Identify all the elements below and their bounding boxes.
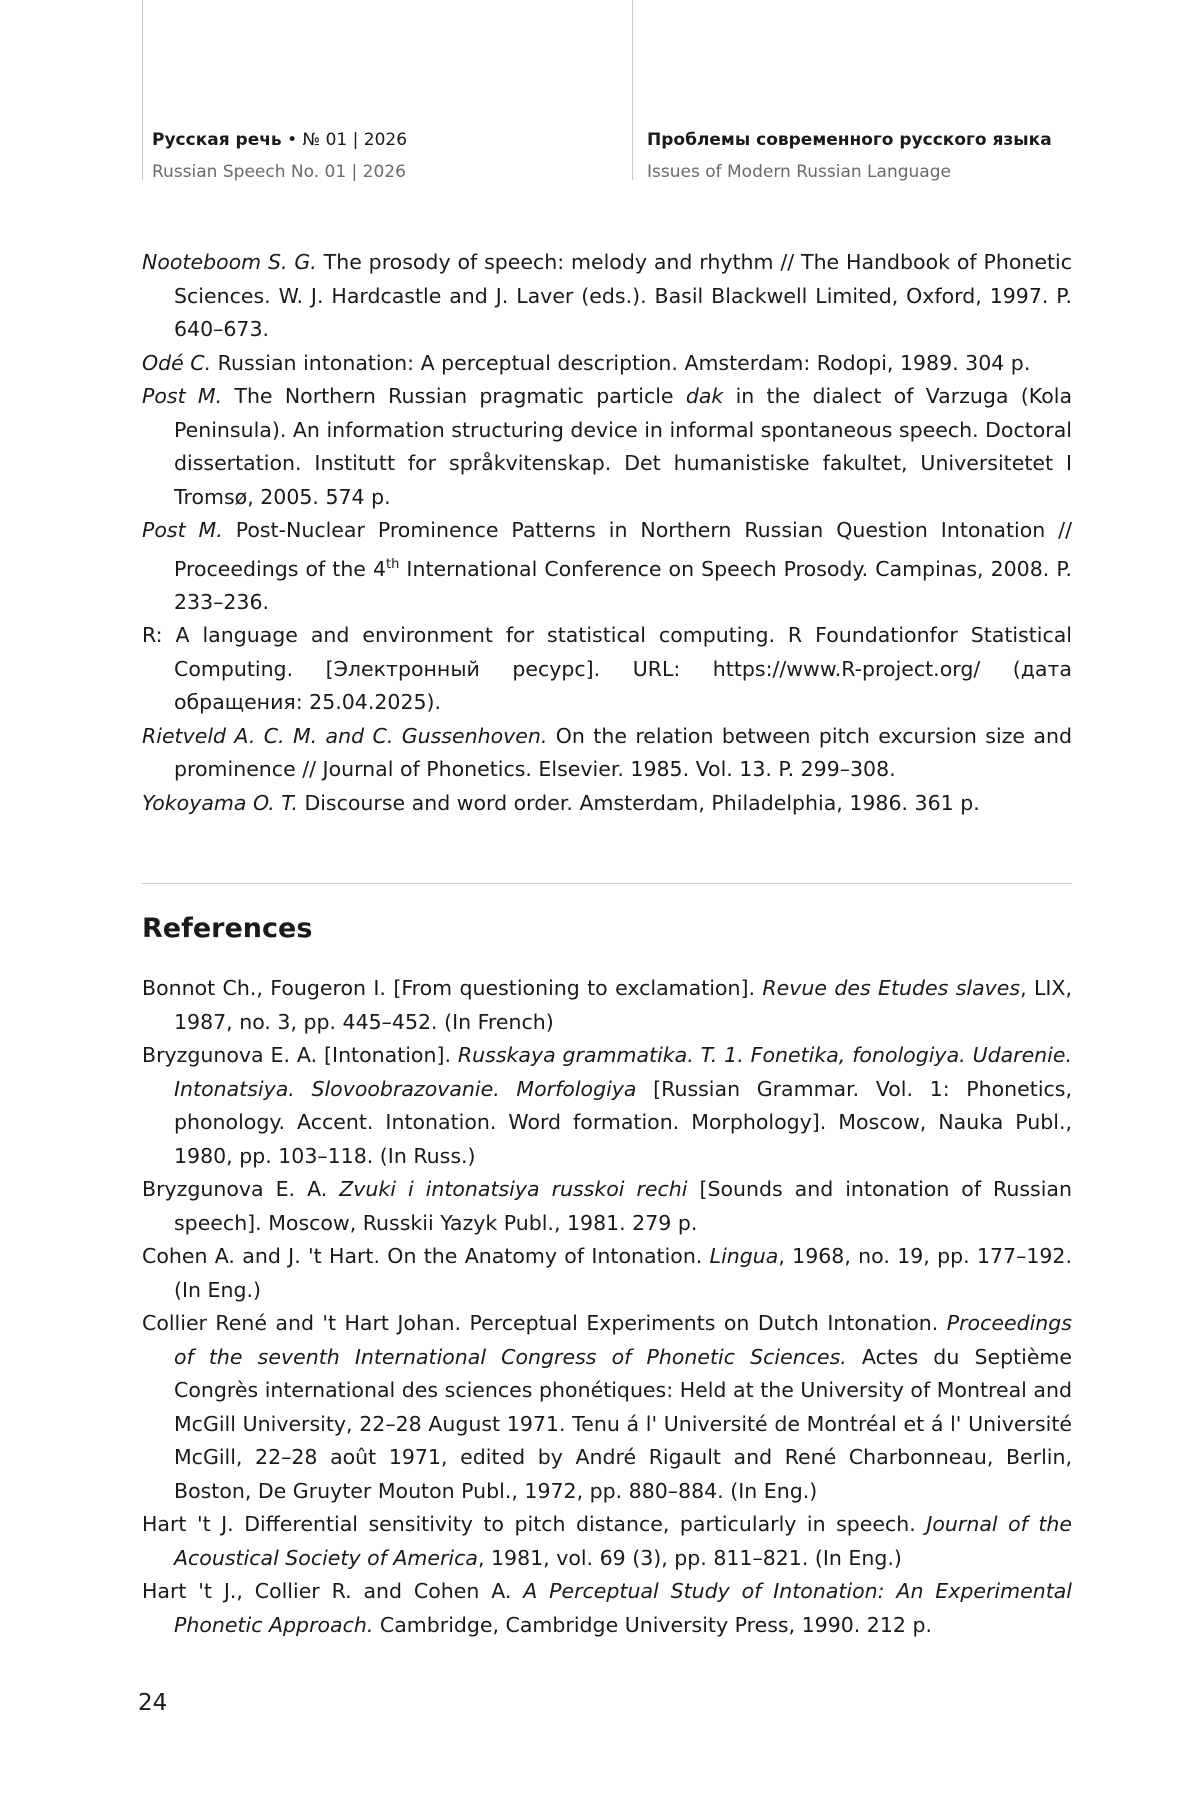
- ref-author: Nooteboom S. G.: [142, 250, 317, 274]
- ref-italic: Proceedings of the seventh International Congress of Phonetic Sciences.: [174, 1311, 1072, 1369]
- ref-italic: Zvuki i intonatsiya russkoi rechi: [339, 1177, 688, 1201]
- reference-item: [142, 720, 1072, 787]
- ref-italic: Journal of the Acoustical Society of America: [174, 1512, 1072, 1570]
- ref-text: Actes du Septième Congrès international des sciences phonétiques: Held at the University of Montreal and McGill University, 22–28 August 1971. Tenu á l' Université de Montréal et á l' Université McGill, 22–28 août 1971, edited by André Rigault and René Charbonneau, Berlin, Boston, De Gruyter Mouton Publ., 1972, pp. 880–884. (In Eng.): [174, 1344, 1073, 1503]
- ref-superscript: th: [386, 556, 400, 572]
- ref-text: Cohen A. and J. 't Hart. On the Anatomy of Intonation.: [142, 1244, 710, 1268]
- reference-item: [142, 246, 1072, 347]
- ref-text: On the relation between pitch excursion size and prominence // Journal of Phonetics. Elsevier. 1985. Vol. 13. P. 299–308.: [174, 723, 1072, 782]
- ref-author: Odé C.: [142, 350, 212, 375]
- ref-text: The Northern Russian pragmatic particle: [222, 384, 686, 408]
- reference-item: [142, 1039, 1072, 1173]
- journal-title-ru: Русская речь: [152, 130, 282, 150]
- ref-text: Collier René and 't Hart Johan. Perceptual Experiments on Dutch Intonation.: [142, 1311, 947, 1335]
- ref-text: Hart 't J., Collier R. and Cohen A.: [142, 1579, 524, 1603]
- reference-item: [142, 347, 1072, 381]
- ref-italic: dak: [685, 384, 724, 408]
- ref-text: Russian intonation: A perceptual description. Amsterdam: Rodopi, 1989. 304 p.: [211, 350, 1031, 375]
- ref-text: Cambridge, Cambridge University Press, 1990. 212 p.: [373, 1612, 932, 1637]
- ref-text: Bryzgunova E. A.: [142, 1177, 340, 1201]
- ref-italic: A Perceptual Study of Intonation: An Experimental Phonetic Approach.: [174, 1579, 1072, 1637]
- section-separator: [142, 883, 1072, 884]
- header-divider-right: [632, 0, 633, 180]
- ref-italic: Revue des Etudes slaves: [762, 976, 1021, 1000]
- ref-author: Post M.: [142, 384, 223, 408]
- section-title-en: Issues of Modern Russian Language: [647, 162, 951, 182]
- ref-text: International Conference on Speech Prosody. Campinas, 2008. P. 233–236.: [174, 556, 1073, 614]
- journal-title-en: Russian Speech No. 01 | 2026: [152, 162, 406, 182]
- section-title-ru: Проблемы современного русского языка: [647, 130, 1052, 150]
- ref-text: in the dialect of Varzuga (Kola Peninsula). An information structuring device in informal spontaneous speech. Doctoral dissertation. Institutt for språkvitenskap. Det humanistiske fakultet, Universitetet I Tromsø, 2005. 574 p.: [174, 384, 1073, 509]
- ref-text: Discourse and word order. Amsterdam, Philadelphia, 1986. 361 p.: [297, 790, 980, 815]
- reference-item: [142, 1307, 1072, 1508]
- ref-text: , LIX, 1987, no. 3, pp. 445–452. (In French): [174, 976, 1072, 1034]
- reference-item: [142, 1575, 1072, 1642]
- reference-item: [142, 1240, 1072, 1307]
- reference-item: [142, 787, 1072, 821]
- header-left: [152, 124, 407, 188]
- ref-text: R: A language and environment for statistical computing. R Foundationfor Statistical Computing. [Электронный ресурс]. URL: https://www.R-project.org/ (дата обращения: 25.04.2025).: [142, 623, 1072, 715]
- ref-text: The prosody of speech: melody and rhythm // The Handbook of Phonetic Sciences. W. J. Hardcastle and J. Laver (eds.). Basil Blackwell Limited, Oxford, 1997. P. 640–673.: [174, 250, 1072, 341]
- ref-author: Rietveld A. C. M. and C. Gussenhoven.: [142, 723, 548, 748]
- reference-item: [142, 380, 1072, 514]
- reference-item: [142, 619, 1072, 720]
- ref-text: Hart 't J. Differential sensitivity to pitch distance, particularly in speech.: [142, 1512, 927, 1536]
- ref-text: Bryzgunova E. A. [Intonation].: [142, 1043, 458, 1067]
- ref-text: Bonnot Ch., Fougeron I. [From questioning to exclamation].: [142, 976, 763, 1000]
- ref-author: Yokoyama O. T.: [142, 790, 298, 815]
- ref-text: [Sounds and intonation of Russian speech]. Moscow, Russkii Yazyk Publ., 1981. 279 p.: [174, 1177, 1072, 1235]
- reference-item: [142, 972, 1072, 1039]
- ref-text: , 1968, no. 19, pp. 177–192. (In Eng.): [174, 1244, 1072, 1302]
- reference-item: [142, 1508, 1072, 1575]
- ref-text: [Russian Grammar. Vol. 1: Phonetics, phonology. Accent. Intonation. Word formation. Morphology]. Moscow, Nauka Publ., 1980, pp. 103–118. (In Russ.): [174, 1076, 1072, 1168]
- references-heading: References: [142, 913, 313, 944]
- header-divider-left: [142, 0, 143, 180]
- reference-item: [142, 514, 1072, 619]
- ref-italic: Russkaya grammatika. T. 1. Fonetika, fonologiya. Udarenie. Intonatsiya. Slovoobrazovanie. Morfologiya: [174, 1043, 1073, 1101]
- reference-list-original: [142, 246, 1072, 820]
- ref-text: , 1981, vol. 69 (3), pp. 811–821. (In Eng.): [477, 1545, 902, 1570]
- ref-text: Post-Nuclear Prominence Patterns in Northern Russian Question Intonation // Proceedings of the 4: [174, 518, 1072, 581]
- ref-author: Post M.: [142, 518, 223, 542]
- issue-ru: • № 01 | 2026: [287, 130, 408, 150]
- reference-item: [142, 1173, 1072, 1240]
- ref-italic: Lingua: [709, 1244, 779, 1268]
- header-right: [647, 124, 1052, 188]
- reference-list-english: [142, 972, 1072, 1642]
- page-number: 24: [138, 1690, 168, 1716]
